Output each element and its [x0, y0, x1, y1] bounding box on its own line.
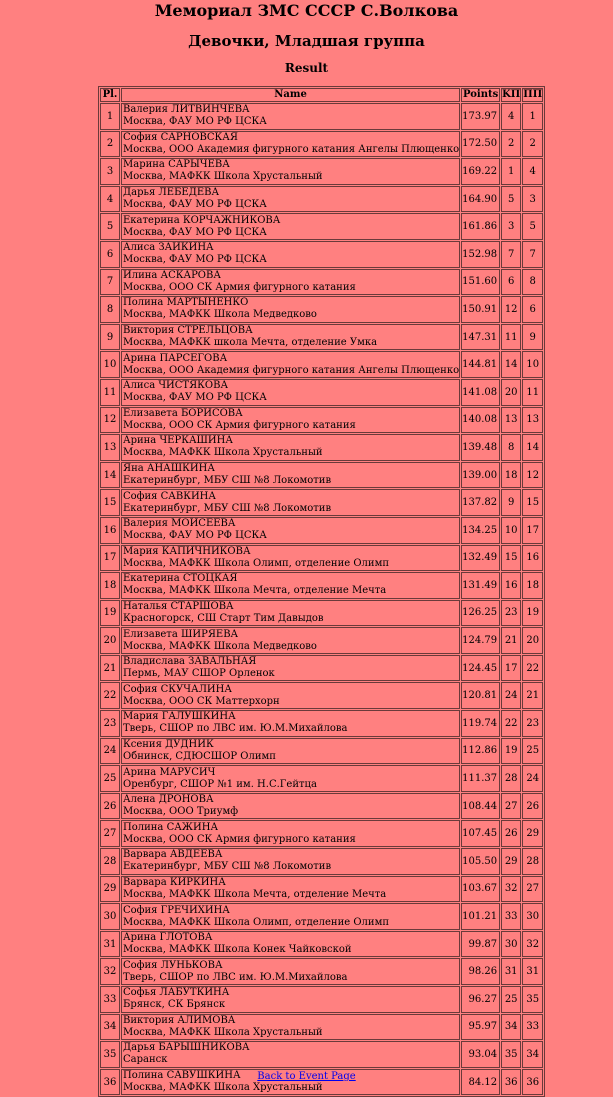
skater-name: София САРНОВСКАЯ — [123, 131, 238, 143]
short-program-rank-cell: 1 — [501, 158, 521, 185]
points-cell: 132.49 — [461, 545, 500, 572]
skater-name: Елизавета БОРИСОВА — [123, 407, 243, 419]
skater-cell — [121, 958, 460, 985]
free-skating-rank-cell: 5 — [522, 213, 543, 240]
skater-name: Арина ПАРСЕГОВА — [123, 352, 228, 364]
skater-name: София СКУЧАЛИНА — [123, 683, 232, 695]
points-cell: 96.27 — [461, 986, 500, 1013]
skater-cell — [121, 379, 460, 406]
table-row — [100, 655, 543, 682]
short-program-rank-cell: 34 — [501, 1014, 521, 1041]
points-cell: 137.82 — [461, 489, 500, 516]
short-program-rank-cell: 18 — [501, 462, 521, 489]
table-row — [100, 545, 543, 572]
short-program-rank-cell: 36 — [501, 1069, 521, 1096]
skater-club: Екатеринбург, МБУ СШ №8 Локомотив — [123, 861, 332, 873]
short-program-rank-cell: 25 — [501, 986, 521, 1013]
skater-club: Москва, ООО Академия фигурного катания Ангелы Плющенко — [123, 364, 460, 376]
skater-name: София ЛУНЬКОВА — [123, 959, 223, 971]
skater-club: Тверь, СШОР по ЛВС им. Ю.М.Михайлова — [123, 723, 348, 735]
table-row — [100, 351, 543, 378]
place-cell: 13 — [100, 434, 120, 461]
place-cell: 32 — [100, 958, 120, 985]
short-program-rank-cell: 32 — [501, 876, 521, 903]
skater-name: Илина АСКАРОВА — [123, 269, 221, 281]
skater-cell — [121, 627, 460, 654]
points-cell: 134.25 — [461, 517, 500, 544]
skater-cell — [121, 903, 460, 930]
place-cell: 14 — [100, 462, 120, 489]
points-cell: 98.26 — [461, 958, 500, 985]
points-cell: 108.44 — [461, 793, 500, 820]
table-row — [100, 710, 543, 737]
skater-cell — [121, 876, 460, 903]
points-cell: 124.45 — [461, 655, 500, 682]
skater-name: Варвара АВДЕЕВА — [123, 849, 223, 861]
short-program-rank-cell: 31 — [501, 958, 521, 985]
skater-cell — [121, 655, 460, 682]
table-row — [100, 462, 543, 489]
place-cell: 8 — [100, 296, 120, 323]
skater-club: Москва, МАФКК Школа Медведково — [123, 309, 317, 321]
free-skating-rank-cell: 6 — [522, 296, 543, 323]
free-skating-rank-cell: 36 — [522, 1069, 543, 1096]
skater-club: Обнинск, СДЮСШОР Олимп — [123, 750, 276, 762]
skater-club: Екатеринбург, МБУ СШ №8 Локомотив — [123, 475, 332, 487]
free-skating-rank-cell: 27 — [522, 876, 543, 903]
skater-cell — [121, 407, 460, 434]
skater-name: Ксения ДУДНИК — [123, 738, 214, 750]
skater-name: Алиса ЗАИКИНА — [123, 242, 214, 254]
table-row — [100, 738, 543, 765]
skater-name: Арина ГЛОТОВА — [123, 932, 213, 944]
table-row — [100, 986, 543, 1013]
short-program-rank-cell: 4 — [501, 103, 521, 130]
points-cell: 119.74 — [461, 710, 500, 737]
points-cell: 139.00 — [461, 462, 500, 489]
skater-name: Полина САЖИНА — [123, 821, 219, 833]
free-skating-rank-cell: 8 — [522, 269, 543, 296]
short-program-rank-cell: 23 — [501, 600, 521, 627]
skater-club: Москва, МАФКК Школа Хрустальный — [123, 1082, 323, 1094]
table-row — [100, 103, 543, 130]
skater-club: Москва, МАФКК Школа Мечта, отделение Мечта — [123, 888, 387, 900]
free-skating-rank-cell: 12 — [522, 462, 543, 489]
table-row — [100, 131, 543, 158]
skater-club: Москва, ФАУ МО РФ ЦСКА — [123, 226, 267, 238]
skater-name: Яна АНАШКИНА — [123, 463, 215, 475]
skater-cell — [121, 545, 460, 572]
points-cell: 103.67 — [461, 876, 500, 903]
points-cell: 151.60 — [461, 269, 500, 296]
points-cell: 161.86 — [461, 213, 500, 240]
table-row — [100, 296, 543, 323]
short-program-rank-cell: 30 — [501, 931, 521, 958]
free-skating-rank-cell: 10 — [522, 351, 543, 378]
table-row — [100, 379, 543, 406]
points-cell: 164.90 — [461, 186, 500, 213]
skater-name: Наталья СТАРШОВА — [123, 600, 234, 612]
points-cell: 141.08 — [461, 379, 500, 406]
table-row — [100, 765, 543, 792]
skater-cell — [121, 1014, 460, 1041]
skater-club: Москва, ООО СК Армия фигурного катания — [123, 419, 356, 431]
free-skating-rank-cell: 15 — [522, 489, 543, 516]
skater-club: Тверь, СШОР по ЛВС им. Ю.М.Михайлова — [123, 971, 348, 983]
short-program-rank-cell: 13 — [501, 407, 521, 434]
skater-name: Алиса ЧИСТЯКОВА — [123, 380, 229, 392]
points-cell: 84.12 — [461, 1069, 500, 1096]
skater-name: Екатерина СТОЦКАЯ — [123, 573, 238, 585]
free-skating-rank-cell: 17 — [522, 517, 543, 544]
skater-club: Москва, ФАУ МО РФ ЦСКА — [123, 254, 267, 266]
short-program-rank-cell: 35 — [501, 1041, 521, 1068]
free-skating-rank-cell: 19 — [522, 600, 543, 627]
skater-cell — [121, 351, 460, 378]
short-program-rank-cell: 16 — [501, 572, 521, 599]
place-cell: 25 — [100, 765, 120, 792]
points-cell: 105.50 — [461, 848, 500, 875]
skater-name: Арина ЧЕРКАШИНА — [123, 435, 233, 447]
place-cell: 36 — [100, 1069, 120, 1096]
place-cell: 34 — [100, 1014, 120, 1041]
skater-club: Москва, ФАУ МО РФ ЦСКА — [123, 199, 267, 211]
skater-cell — [121, 103, 460, 130]
skater-club: Екатеринбург, МБУ СШ №8 Локомотив — [123, 502, 332, 514]
free-skating-rank-cell: 24 — [522, 765, 543, 792]
place-cell: 19 — [100, 600, 120, 627]
table-row — [100, 682, 543, 709]
skater-cell — [121, 738, 460, 765]
points-cell: 139.48 — [461, 434, 500, 461]
skater-name: Полина САВУШКИНА — [123, 1070, 241, 1082]
skater-name: Алена ДРОНОВА — [123, 794, 214, 806]
short-program-rank-cell: 20 — [501, 379, 521, 406]
points-cell: 95.97 — [461, 1014, 500, 1041]
free-skating-rank-cell: 35 — [522, 986, 543, 1013]
skater-club: Москва, ООО Триумф — [123, 806, 239, 818]
points-cell: 112.86 — [461, 738, 500, 765]
free-skating-rank-cell: 31 — [522, 958, 543, 985]
skater-club: Москва, МАФКК Школа Хрустальный — [123, 447, 323, 459]
short-program-rank-cell: 12 — [501, 296, 521, 323]
result-heading: Result — [284, 61, 329, 75]
table-row — [100, 434, 543, 461]
place-cell: 24 — [100, 738, 120, 765]
place-cell: 9 — [100, 324, 120, 351]
table-row — [100, 1041, 543, 1068]
column-header-short-program: KП — [502, 89, 521, 100]
skater-cell — [121, 848, 460, 875]
short-program-rank-cell: 27 — [501, 793, 521, 820]
points-cell: 126.25 — [461, 600, 500, 627]
table-row — [100, 572, 543, 599]
free-skating-rank-cell: 32 — [522, 931, 543, 958]
short-program-rank-cell: 5 — [501, 186, 521, 213]
short-program-rank-cell: 3 — [501, 213, 521, 240]
table-row — [100, 213, 543, 240]
place-cell: 7 — [100, 269, 120, 296]
skater-name: Екатерина КОРЧАЖНИКОВА — [123, 214, 281, 226]
short-program-rank-cell: 15 — [501, 545, 521, 572]
place-cell: 1 — [100, 103, 120, 130]
points-cell: 131.49 — [461, 572, 500, 599]
column-header-points: Points — [462, 89, 499, 100]
points-cell: 99.87 — [461, 931, 500, 958]
table-row — [100, 489, 543, 516]
skater-name: Елизавета ШИРЯЕВА — [123, 628, 239, 640]
short-program-rank-cell: 14 — [501, 351, 521, 378]
points-cell: 147.31 — [461, 324, 500, 351]
short-program-rank-cell: 8 — [501, 434, 521, 461]
place-cell: 3 — [100, 158, 120, 185]
short-program-rank-cell: 11 — [501, 324, 521, 351]
place-cell: 4 — [100, 186, 120, 213]
skater-club: Москва, МАФКК школа Мечта, отделение Умка — [123, 337, 378, 349]
column-header-free-skating: ПП — [523, 89, 543, 100]
footer — [0, 1071, 613, 1082]
skater-name: Варвара КИРКИНА — [123, 876, 226, 888]
skater-cell — [121, 434, 460, 461]
place-cell: 2 — [100, 131, 120, 158]
place-cell: 22 — [100, 682, 120, 709]
points-cell: 93.04 — [461, 1041, 500, 1068]
skater-club: Москва, МАФКК Школа Олимп, отделение Олимп — [123, 916, 390, 928]
place-cell: 30 — [100, 903, 120, 930]
skater-cell — [121, 186, 460, 213]
skater-name: Виктория СТРЕЛЬЦОВА — [123, 325, 253, 337]
table-row — [100, 820, 543, 847]
short-program-rank-cell: 7 — [501, 241, 521, 268]
free-skating-rank-cell: 1 — [522, 103, 543, 130]
table-row — [100, 958, 543, 985]
table-row — [100, 158, 543, 185]
table-row — [100, 517, 543, 544]
skater-cell — [121, 682, 460, 709]
short-program-rank-cell: 24 — [501, 682, 521, 709]
free-skating-rank-cell: 7 — [522, 241, 543, 268]
free-skating-rank-cell: 29 — [522, 820, 543, 847]
points-cell: 150.91 — [461, 296, 500, 323]
place-cell: 28 — [100, 848, 120, 875]
page-title: Мемориал ЗМС СССР С.Волкова — [154, 1, 459, 20]
skater-cell — [121, 793, 460, 820]
free-skating-rank-cell: 14 — [522, 434, 543, 461]
points-cell: 144.81 — [461, 351, 500, 378]
skater-name: Мария ГАЛУШКИНА — [123, 711, 236, 723]
skater-cell — [121, 986, 460, 1013]
points-cell: 107.45 — [461, 820, 500, 847]
place-cell: 15 — [100, 489, 120, 516]
table-row — [100, 793, 543, 820]
skater-club: Оренбург, СШОР №1 им. Н.С.Гейтца — [123, 778, 317, 790]
table-row — [100, 324, 543, 351]
skater-cell — [121, 572, 460, 599]
place-cell: 29 — [100, 876, 120, 903]
table-row — [100, 241, 543, 268]
column-header-name: Name — [121, 88, 460, 102]
free-skating-rank-cell: 30 — [522, 903, 543, 930]
free-skating-rank-cell: 26 — [522, 793, 543, 820]
free-skating-rank-cell: 23 — [522, 710, 543, 737]
skater-name: Виктория АЛИМОВА — [123, 1014, 236, 1026]
place-cell: 6 — [100, 241, 120, 268]
skater-club: Москва, МАФКК Школа Хрустальный — [123, 1026, 323, 1038]
skater-club: Москва, МАФКК Школа Мечта, отделение Мечта — [123, 585, 387, 597]
back-to-event-link[interactable]: Back to Event Page — [257, 1071, 356, 1082]
points-cell: 101.21 — [461, 903, 500, 930]
free-skating-rank-cell: 2 — [522, 131, 543, 158]
page-subtitle: Девочки, Младшая группа — [188, 32, 425, 50]
free-skating-rank-cell: 34 — [522, 1041, 543, 1068]
free-skating-rank-cell: 13 — [522, 407, 543, 434]
skater-cell — [121, 710, 460, 737]
short-program-rank-cell: 10 — [501, 517, 521, 544]
place-cell: 26 — [100, 793, 120, 820]
skater-club: Брянск, СК Брянск — [123, 999, 226, 1011]
short-program-rank-cell: 29 — [501, 848, 521, 875]
free-skating-rank-cell: 25 — [522, 738, 543, 765]
skater-cell — [121, 269, 460, 296]
skater-cell — [121, 517, 460, 544]
free-skating-rank-cell: 11 — [522, 379, 543, 406]
skater-club: Москва, ФАУ МО РФ ЦСКА — [123, 116, 267, 128]
short-program-rank-cell: 26 — [501, 820, 521, 847]
place-cell: 33 — [100, 986, 120, 1013]
skater-name: София ГРЕЧИХИНА — [123, 904, 230, 916]
place-cell: 18 — [100, 572, 120, 599]
table-row — [100, 269, 543, 296]
free-skating-rank-cell: 3 — [522, 186, 543, 213]
free-skating-rank-cell: 18 — [522, 572, 543, 599]
free-skating-rank-cell: 21 — [522, 682, 543, 709]
table-row — [100, 627, 543, 654]
short-program-rank-cell: 2 — [501, 131, 521, 158]
skater-cell — [121, 489, 460, 516]
points-cell: 152.98 — [461, 241, 500, 268]
free-skating-rank-cell: 16 — [522, 545, 543, 572]
free-skating-rank-cell: 28 — [522, 848, 543, 875]
place-cell: 31 — [100, 931, 120, 958]
points-cell: 173.97 — [461, 103, 500, 130]
skater-name: Дарья БАРЫШНИКОВА — [123, 1042, 250, 1054]
place-cell: 20 — [100, 627, 120, 654]
skater-name: Валерия МОИСЕЕВА — [123, 518, 236, 530]
free-skating-rank-cell: 33 — [522, 1014, 543, 1041]
skater-club: Красногорск, СШ Старт Тим Давыдов — [123, 612, 324, 624]
short-program-rank-cell: 9 — [501, 489, 521, 516]
skater-name: Арина МАРУСИЧ — [123, 766, 216, 778]
skater-cell — [121, 158, 460, 185]
short-program-rank-cell: 22 — [501, 710, 521, 737]
points-cell: 111.37 — [461, 765, 500, 792]
skater-club: Москва, ООО Академия фигурного катания Ангелы Плющенко — [123, 143, 460, 155]
short-program-rank-cell: 17 — [501, 655, 521, 682]
place-cell: 17 — [100, 545, 120, 572]
place-cell: 16 — [100, 517, 120, 544]
skater-club: Москва, МАФКК Школа Медведково — [123, 640, 317, 652]
skater-name: Владислава ЗАВАЛЬНАЯ — [123, 656, 257, 668]
skater-cell — [121, 600, 460, 627]
points-cell: 140.08 — [461, 407, 500, 434]
skater-cell — [121, 1041, 460, 1068]
skater-club: Пермь, МАУ СШОР Орленок — [123, 668, 275, 680]
skater-cell — [121, 241, 460, 268]
skater-name: Мария КАПИЧНИКОВА — [123, 545, 251, 557]
skater-name: Полина МАРТЫНЕНКО — [123, 297, 249, 309]
skater-name: Валерия ЛИТВИНЧЁВА — [123, 104, 250, 116]
short-program-rank-cell: 21 — [501, 627, 521, 654]
skater-cell — [121, 324, 460, 351]
skater-club: Москва, ООО СК Армия фигурного катания — [123, 833, 356, 845]
table-row — [100, 848, 543, 875]
table-row — [100, 931, 543, 958]
table-header-row — [100, 88, 543, 102]
points-cell: 124.79 — [461, 627, 500, 654]
free-skating-rank-cell: 22 — [522, 655, 543, 682]
short-program-rank-cell: 28 — [501, 765, 521, 792]
skater-club: Москва, МАФКК Школа Конек Чайковской — [123, 944, 352, 956]
results-body — [100, 103, 543, 1095]
place-cell: 12 — [100, 407, 120, 434]
column-header-place: Pl. — [100, 88, 120, 102]
skater-cell — [121, 213, 460, 240]
skater-club: Москва, МАФКК Школа Хрустальный — [123, 171, 323, 183]
short-program-rank-cell: 33 — [501, 903, 521, 930]
skater-cell — [121, 296, 460, 323]
table-row — [100, 903, 543, 930]
skater-club: Саранск — [123, 1054, 168, 1066]
place-cell: 35 — [100, 1041, 120, 1068]
table-row — [100, 876, 543, 903]
free-skating-rank-cell: 9 — [522, 324, 543, 351]
place-cell: 11 — [100, 379, 120, 406]
short-program-rank-cell: 19 — [501, 738, 521, 765]
skater-club: Москва, ФАУ МО РФ ЦСКА — [123, 530, 267, 542]
place-cell: 21 — [100, 655, 120, 682]
skater-name: София САВКИНА — [123, 490, 216, 502]
results-table — [98, 86, 545, 1097]
skater-cell — [121, 765, 460, 792]
skater-name: Софья ЛАБУТКИНА — [123, 987, 230, 999]
table-row — [100, 1014, 543, 1041]
points-cell: 169.22 — [461, 158, 500, 185]
skater-cell — [121, 820, 460, 847]
place-cell: 27 — [100, 820, 120, 847]
skater-cell — [121, 931, 460, 958]
skater-cell — [121, 462, 460, 489]
table-row — [100, 186, 543, 213]
points-cell: 172.50 — [461, 131, 500, 158]
skater-club: Москва, ООО СК Маттерхорн — [123, 695, 280, 707]
skater-name: Марина САРЫЧЕВА — [123, 159, 230, 171]
free-skating-rank-cell: 4 — [522, 158, 543, 185]
table-row — [100, 407, 543, 434]
place-cell: 23 — [100, 710, 120, 737]
skater-club: Москва, МАФКК Школа Олимп, отделение Олимп — [123, 557, 390, 569]
skater-cell — [121, 131, 460, 158]
place-cell: 10 — [100, 351, 120, 378]
skater-club: Москва, ФАУ МО РФ ЦСКА — [123, 392, 267, 404]
skater-club: Москва, ООО СК Армия фигурного катания — [123, 281, 356, 293]
skater-name: Дарья ЛЕБЕДЕВА — [123, 187, 220, 199]
short-program-rank-cell: 6 — [501, 269, 521, 296]
points-cell: 120.81 — [461, 682, 500, 709]
free-skating-rank-cell: 20 — [522, 627, 543, 654]
table-row — [100, 600, 543, 627]
place-cell: 5 — [100, 213, 120, 240]
